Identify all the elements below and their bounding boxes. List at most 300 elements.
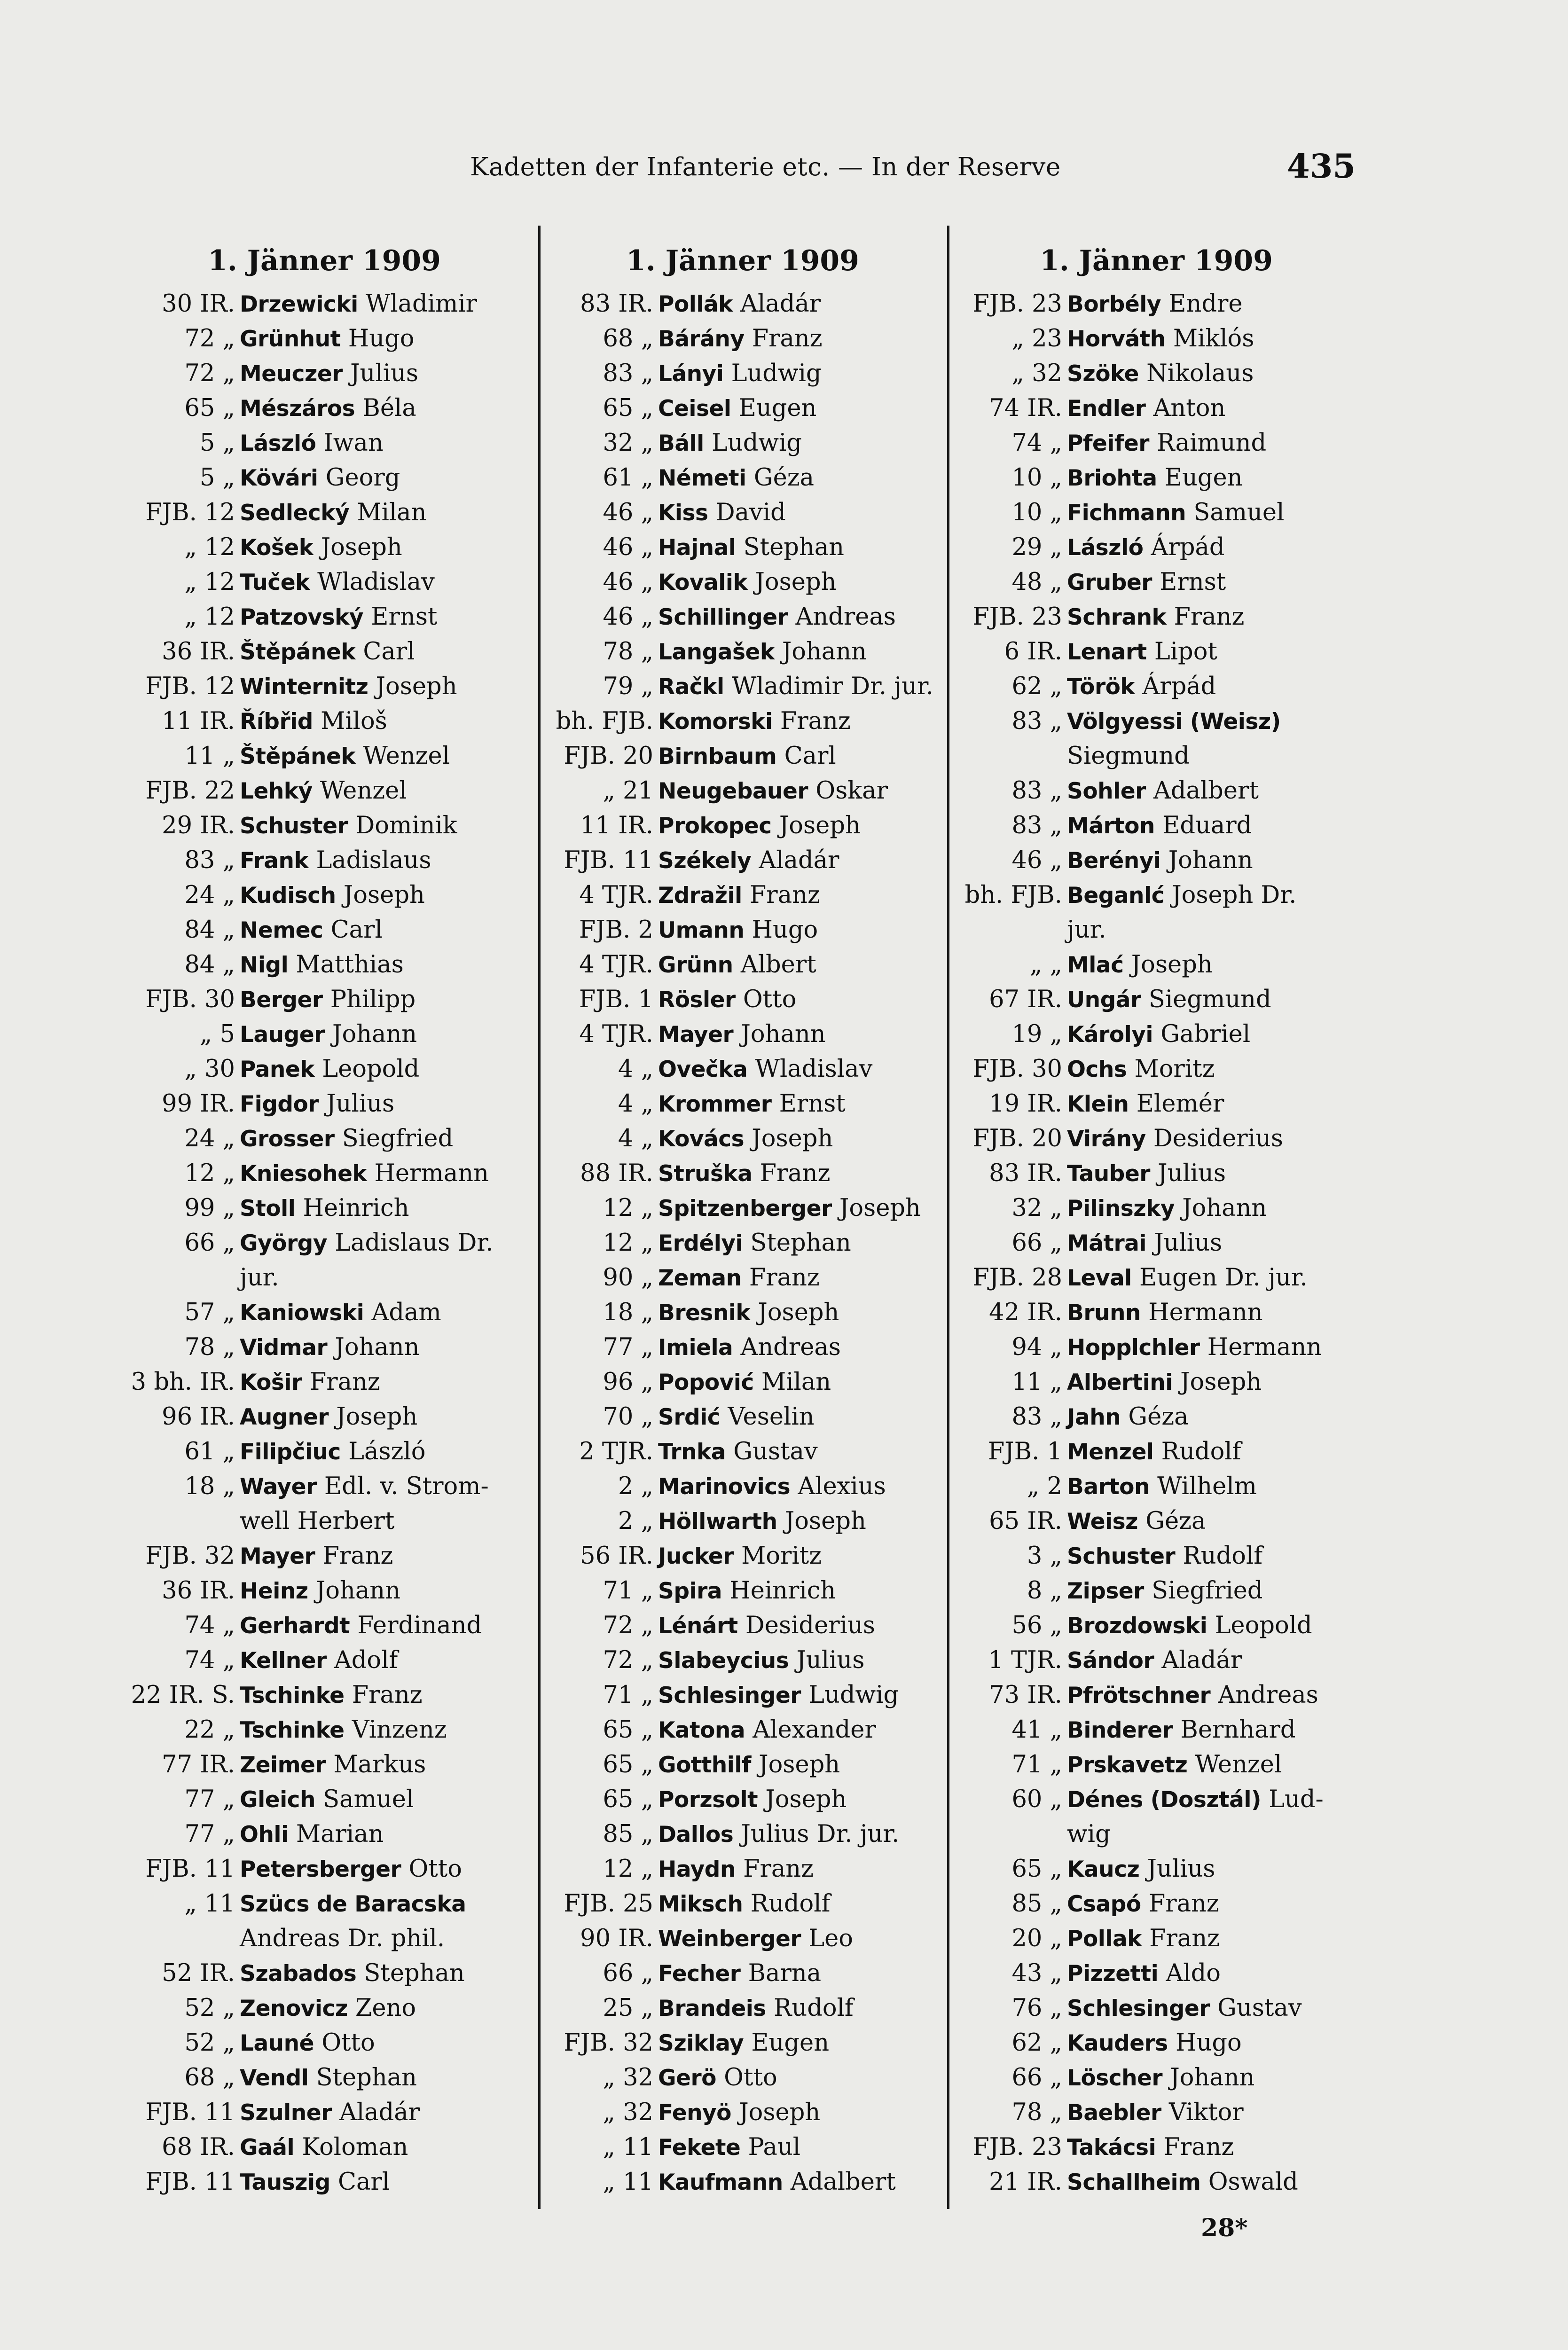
officer-name: [658, 1365, 831, 1400]
given-name: Julius: [796, 1646, 865, 1674]
roster-entry: [949, 1782, 1363, 1817]
officer-name: [1067, 1330, 1322, 1365]
officer-name: [1067, 2060, 1254, 2095]
roster-entry: [949, 948, 1363, 982]
given-name: Adam: [371, 1299, 441, 1326]
surname: Tauszig: [240, 2170, 330, 2195]
unit-reference: FJB. 32: [564, 2029, 653, 2057]
roster-entry: [118, 1330, 531, 1365]
roster-entry: [949, 1678, 1363, 1713]
officer-name: [1067, 1539, 1262, 1574]
surname: Haydn: [658, 1856, 736, 1882]
unit-reference: 90 IR.: [580, 1925, 653, 1952]
officer-name: [240, 1261, 279, 1295]
unit-reference: „ 12: [184, 603, 235, 631]
given-name: Franz: [1149, 1925, 1220, 1952]
roster-entry: [118, 1921, 531, 1956]
officer-name: [658, 982, 796, 1017]
surname: Beganlć: [1067, 883, 1164, 909]
officer-name: [240, 1608, 482, 1643]
surname: Mészáros: [240, 396, 355, 422]
roster-entry: [118, 1052, 531, 1087]
given-name: Rudolf: [1161, 1438, 1241, 1465]
officer-name: [658, 1782, 847, 1817]
officer-name: [658, 774, 888, 808]
roster-entry: [118, 1191, 531, 1226]
roster-entry: [949, 461, 1363, 495]
officer-name: [240, 1817, 384, 1852]
officer-name: [240, 321, 414, 356]
surname: Struška: [658, 1161, 753, 1187]
roster-entry: [118, 1087, 531, 1121]
given-name: Wladislav: [755, 1055, 873, 1083]
roster-entry: [949, 739, 1363, 774]
given-name: Otto: [724, 2064, 777, 2092]
given-name: László: [348, 1438, 426, 1465]
officer-name: [658, 1852, 814, 1887]
surname: Dénes (Dosztál): [1067, 1787, 1261, 1813]
surname: Prokopec: [658, 813, 772, 839]
surname: Langašek: [658, 639, 775, 665]
unit-reference: 99 IR.: [162, 1090, 235, 1118]
officer-name: [240, 1295, 441, 1330]
surname: Miksch: [658, 1891, 743, 1917]
given-name: Joseph: [739, 2099, 821, 2126]
given-name: Julius: [350, 360, 419, 387]
given-name: Gustav: [733, 1438, 818, 1465]
officer-name: [658, 1156, 831, 1191]
officer-name: [1067, 1504, 1206, 1539]
officer-name: [240, 1052, 419, 1087]
roster-entry: [949, 1539, 1363, 1574]
surname: Zeman: [658, 1265, 742, 1291]
officer-name: [658, 1087, 846, 1121]
surname: Schrank: [1067, 604, 1167, 630]
given-name: Eugen: [1164, 464, 1243, 492]
given-name: Barna: [748, 1959, 822, 1987]
roster-entry: [536, 2165, 949, 2200]
unit-reference: 72 „: [184, 325, 235, 352]
given-name: Moritz: [1134, 1055, 1215, 1083]
surname: Baebler: [1067, 2100, 1161, 2126]
surname: Krommer: [658, 1091, 772, 1117]
given-name: Aladár: [1161, 1646, 1242, 1674]
officer-name: [1067, 1017, 1250, 1052]
unit-reference: [118, 1504, 235, 1539]
surname: László: [1067, 535, 1144, 561]
officer-name: [1067, 982, 1271, 1017]
officer-name: [658, 1574, 836, 1608]
officer-name: [1067, 1782, 1324, 1817]
surname: Račkl: [658, 674, 724, 700]
given-name: Samuel: [1193, 499, 1285, 526]
unit-reference: 65 „: [603, 394, 653, 422]
roster-entry: [536, 948, 949, 982]
officer-name: [1067, 2026, 1242, 2060]
surname: Spitzenberger: [658, 1196, 832, 1222]
unit-reference: 65 „: [1011, 1855, 1062, 1883]
given-name: Siegfried: [342, 1125, 454, 1152]
roster-entry: [118, 878, 531, 913]
given-name: Ernst: [779, 1090, 846, 1118]
surname: Kiss: [658, 500, 708, 526]
given-name: Joseph: [784, 1507, 866, 1535]
officer-name: [240, 982, 416, 1017]
officer-name: [240, 1191, 409, 1226]
surname: Marinovics: [658, 1474, 791, 1500]
unit-reference: 68 „: [603, 325, 653, 352]
roster-entry: [118, 1434, 531, 1469]
officer-name: [1067, 1991, 1302, 2026]
given-name: Hugo: [348, 325, 415, 352]
roster-entry: [949, 913, 1363, 948]
unit-reference: 42 IR.: [989, 1299, 1062, 1326]
roster-entry: [118, 1226, 531, 1261]
surname: Tschinke: [240, 1683, 345, 1708]
unit-reference: 73 IR.: [989, 1681, 1062, 1709]
given-name: David: [715, 499, 786, 526]
roster-entry: [536, 1921, 949, 1956]
given-name: Dominik: [355, 812, 457, 839]
surname: Fekete: [658, 2135, 741, 2161]
surname: Borbély: [1067, 291, 1161, 317]
unit-reference: „ 32: [603, 2099, 653, 2126]
unit-reference: 70 „: [603, 1403, 653, 1431]
surname: Gaál: [240, 2135, 295, 2161]
surname: Szöke: [1067, 361, 1139, 387]
surname: Neugebauer: [658, 778, 808, 804]
unit-reference: 85 „: [603, 1820, 653, 1848]
unit-reference: 68 IR.: [162, 2133, 235, 2161]
surname: Briohta: [1067, 465, 1157, 491]
surname: Hajnal: [658, 535, 736, 561]
officer-name: [1067, 1887, 1219, 1921]
surname: Gotthilf: [658, 1752, 751, 1778]
unit-reference: 78 „: [184, 1333, 235, 1361]
surname: Zenovicz: [240, 1996, 348, 2021]
given-name: Paul: [748, 2133, 801, 2161]
given-name: Oskar: [815, 777, 888, 805]
given-name: Viktor: [1168, 2099, 1244, 2126]
roster-entry: [949, 1365, 1363, 1400]
surname: Kaufmann: [658, 2170, 783, 2195]
officer-name: [1067, 948, 1213, 982]
surname: Heinz: [240, 1578, 308, 1604]
unit-reference: 52 IR.: [162, 1959, 235, 1987]
roster-entry: [118, 1539, 531, 1574]
officer-name: [240, 1643, 398, 1678]
surname: Spira: [658, 1578, 722, 1604]
surname: Zipser: [1067, 1578, 1144, 1604]
roster-entry: [949, 704, 1363, 739]
surname: Sedlecký: [240, 500, 350, 526]
unit-reference: [949, 913, 1062, 948]
officer-name: [1067, 1400, 1189, 1434]
roster-entry: [118, 1678, 531, 1713]
given-name: Heinrich: [729, 1577, 836, 1605]
officer-name: [240, 1956, 465, 1991]
unit-reference: 60 „: [1011, 1786, 1062, 1813]
unit-reference: 74 IR.: [989, 394, 1062, 422]
unit-reference: FJB. 23: [972, 290, 1062, 318]
given-name: Rudolf: [774, 1994, 854, 2022]
surname: Sohler: [1067, 778, 1146, 804]
given-name: Wenzel: [363, 742, 450, 770]
surname: Stoll: [240, 1196, 296, 1222]
officer-name: [658, 913, 818, 948]
given-name: Iwan: [323, 429, 384, 457]
given-name: well Herbert: [240, 1507, 395, 1535]
given-name: jur.: [1067, 916, 1106, 944]
roster-entry: [949, 1956, 1363, 1991]
given-name: Johann: [741, 1020, 826, 1048]
officer-name: [1067, 1713, 1296, 1747]
officer-name: [240, 948, 404, 982]
surname: Trnka: [658, 1439, 726, 1465]
officer-name: [240, 1469, 489, 1504]
officer-name: [1067, 321, 1254, 356]
surname: Rösler: [658, 987, 736, 1013]
officer-name: [1067, 669, 1216, 704]
roster-entry: [949, 530, 1363, 565]
roster-entry: [118, 982, 531, 1017]
given-name: Siegfried: [1152, 1577, 1263, 1605]
given-name: Anton: [1153, 394, 1226, 422]
roster-entry: [949, 1191, 1363, 1226]
roster-entry: [949, 1295, 1363, 1330]
surname: Leval: [1067, 1265, 1132, 1291]
officer-name: [658, 1295, 839, 1330]
roster-entry: [536, 1574, 949, 1608]
surname: Menzel: [1067, 1439, 1154, 1465]
surname: Nigl: [240, 952, 289, 978]
given-name: Joseph: [755, 568, 837, 596]
given-name: Aldo: [1166, 1959, 1221, 1987]
roster-entry: [536, 600, 949, 634]
given-name: Rudolf: [750, 1890, 831, 1918]
officer-name: [1067, 426, 1266, 461]
officer-name: [1067, 739, 1190, 774]
officer-name: [240, 808, 457, 843]
surname: Sziklay: [658, 2030, 744, 2056]
officer-name: [658, 878, 820, 913]
given-name: Siegmund: [1067, 742, 1190, 770]
officer-name: [240, 2026, 375, 2060]
surname: Szulner: [240, 2100, 332, 2126]
given-name: Árpád: [1151, 533, 1225, 561]
surname: Patzovský: [240, 604, 364, 630]
roster-entry: [118, 774, 531, 808]
officer-name: [240, 1156, 489, 1191]
surname: Berger: [240, 987, 323, 1013]
given-name: Stephan: [750, 1229, 851, 1257]
roster-entry: [536, 1991, 949, 2026]
surname: Birnbaum: [658, 744, 777, 769]
roster-entry: [949, 321, 1363, 356]
page-header-title: Kadetten der Infanterie etc. — In der Reserve: [470, 153, 1061, 181]
officer-name: [240, 461, 400, 495]
given-name: Franz: [749, 1264, 820, 1292]
surname: Pilinszky: [1067, 1196, 1175, 1222]
given-name: Ferdinand: [357, 1612, 482, 1639]
surname: Lányi: [658, 361, 724, 387]
unit-reference: 77 IR.: [162, 1751, 235, 1778]
surname: Launé: [240, 2030, 314, 2056]
unit-reference: 6 IR.: [1004, 638, 1062, 666]
given-name: Marian: [296, 1820, 384, 1848]
unit-reference: 72 „: [603, 1646, 653, 1674]
unit-reference: [949, 739, 1062, 774]
officer-name: [240, 1330, 419, 1365]
roster-entry: [118, 1782, 531, 1817]
roster-entry: [949, 2130, 1363, 2165]
officer-name: [1067, 530, 1225, 565]
surname: Mayer: [240, 1543, 315, 1569]
roster-entry: [118, 461, 531, 495]
unit-reference: 36 IR.: [162, 1577, 235, 1605]
surname: Tschinke: [240, 1717, 345, 1743]
roster-entry: [118, 1608, 531, 1643]
roster-entry: [118, 565, 531, 600]
unit-reference: 84 „: [184, 916, 235, 944]
roster-entry: [536, 391, 949, 426]
given-name: Johann: [1182, 1194, 1267, 1222]
unit-reference: [949, 1817, 1062, 1852]
officer-name: [658, 1956, 821, 1991]
given-name: Hermann: [1207, 1333, 1322, 1361]
given-name: Matthias: [296, 951, 404, 979]
unit-reference: „ 12: [184, 533, 235, 561]
unit-reference: 84 „: [184, 951, 235, 979]
roster-entry: [536, 739, 949, 774]
surname: Szabados: [240, 1961, 357, 1987]
surname: Bresnik: [658, 1300, 751, 1326]
given-name: Ludwig: [731, 360, 822, 387]
unit-reference: 32 „: [603, 429, 653, 457]
officer-name: [1067, 1956, 1221, 1991]
officer-name: [658, 948, 816, 982]
given-name: Joseph: [839, 1194, 921, 1222]
officer-name: [1067, 1678, 1318, 1713]
surname: Brunn: [1067, 1300, 1141, 1326]
unit-reference: 19 „: [1011, 1020, 1062, 1048]
roster-entry: [949, 600, 1363, 634]
given-name: Samuel: [323, 1786, 414, 1813]
officer-name: [1067, 843, 1253, 878]
given-name: jur.: [240, 1264, 279, 1292]
surname: Říbřid: [240, 709, 313, 735]
unit-reference: FJB. 20: [972, 1125, 1062, 1152]
given-name: Johann: [1168, 846, 1253, 874]
surname: Brandeis: [658, 1996, 766, 2021]
roster-entry: [949, 843, 1363, 878]
given-name: Wenzel: [1195, 1751, 1282, 1778]
surname: Schlesinger: [1067, 1996, 1210, 2021]
officer-name: [658, 495, 786, 530]
given-name: Géza: [1128, 1403, 1189, 1431]
given-name: Markus: [333, 1751, 426, 1778]
officer-name: [240, 2060, 417, 2095]
surname: Horváth: [1067, 326, 1166, 352]
given-name: Johann: [332, 1020, 417, 1048]
officer-name: [658, 1434, 818, 1469]
unit-reference: 56 IR.: [580, 1542, 653, 1570]
roster-entry: [118, 1469, 531, 1504]
roster-entry: [536, 1261, 949, 1295]
surname: Fenyö: [658, 2100, 731, 2126]
surname: Sándor: [1067, 1648, 1154, 1674]
officer-name: [240, 2095, 420, 2130]
surname: Winternitz: [240, 674, 368, 700]
given-name: Zeno: [355, 1994, 416, 2022]
roster-entry: [536, 1713, 949, 1747]
roster-entry: [118, 1643, 531, 1678]
officer-name: [240, 1504, 394, 1539]
unit-reference: 20 „: [1011, 1925, 1062, 1952]
given-name: Adalbert: [790, 2168, 896, 2196]
unit-reference: 4 „: [618, 1125, 653, 1152]
officer-name: [240, 1713, 447, 1747]
unit-reference: 77 „: [603, 1333, 653, 1361]
given-name: Lud-: [1269, 1786, 1324, 1813]
officer-name: [240, 843, 431, 878]
unit-reference: 72 „: [603, 1612, 653, 1639]
roster-entry: [536, 808, 949, 843]
roster-entry: [949, 2026, 1363, 2060]
surname: Endler: [1067, 396, 1146, 422]
roster-entry: [536, 1052, 949, 1087]
officer-name: [240, 1434, 425, 1469]
surname: Panek: [240, 1057, 314, 1082]
given-name: Franz: [780, 707, 851, 735]
unit-reference: FJB. 30: [145, 986, 235, 1013]
roster-entry: [949, 391, 1363, 426]
given-name: Philipp: [330, 986, 416, 1013]
officer-name: [658, 530, 844, 565]
surname: Schillinger: [658, 604, 788, 630]
roster-entry: [949, 1226, 1363, 1261]
officer-name: [240, 495, 426, 530]
officer-name: [240, 1782, 414, 1817]
given-name: Veselin: [728, 1403, 815, 1431]
officer-name: [658, 2095, 820, 2130]
given-name: Alexius: [798, 1473, 886, 1500]
surname: Höllwarth: [658, 1509, 777, 1535]
surname: Albertini: [1067, 1370, 1173, 1395]
roster-entry: [536, 1087, 949, 1121]
roster-column-2: [536, 240, 949, 2200]
surname: Tauber: [1067, 1161, 1150, 1187]
given-name: Vinzenz: [352, 1716, 447, 1744]
roster-entry: [118, 1574, 531, 1608]
officer-name: [240, 287, 477, 321]
roster-entry: [536, 1852, 949, 1887]
roster-entry: [536, 774, 949, 808]
roster-entry: [949, 1713, 1363, 1747]
roster-entry: [949, 1330, 1363, 1365]
unit-reference: 24 „: [184, 881, 235, 909]
officer-name: [1067, 565, 1226, 600]
given-name: Franz: [743, 1855, 814, 1883]
unit-reference: „ 30: [184, 1055, 235, 1083]
roster-entry: [949, 1887, 1363, 1921]
unit-reference: 32 „: [1011, 1194, 1062, 1222]
roster-entry: [536, 461, 949, 495]
roster-entry: [949, 1852, 1363, 1887]
surname: Pfrötschner: [1067, 1683, 1211, 1708]
officer-name: [240, 1887, 466, 1921]
unit-reference: 12 „: [603, 1855, 653, 1883]
